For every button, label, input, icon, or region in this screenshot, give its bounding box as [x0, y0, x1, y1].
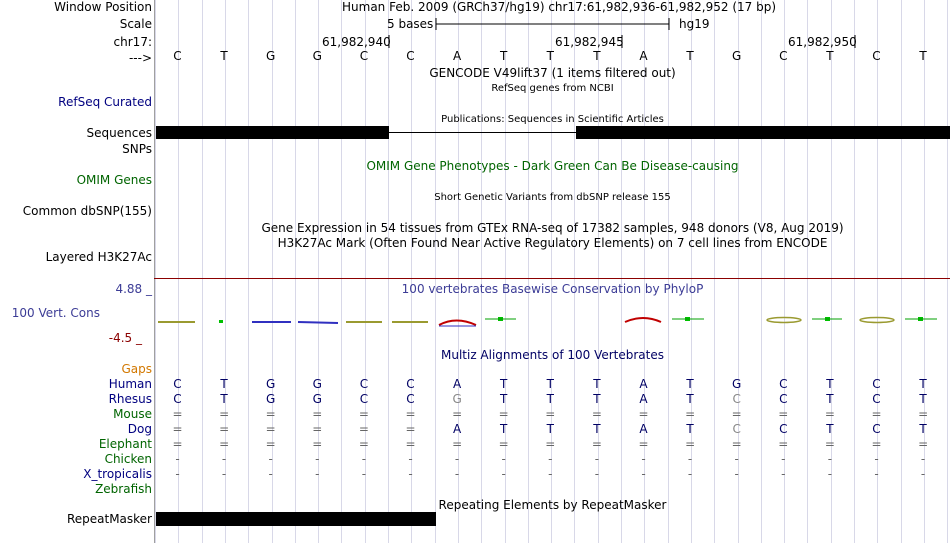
alignment-base: -	[361, 452, 367, 466]
alignment-base: T	[500, 422, 508, 436]
refseq-track-label[interactable]: RefSeq Curated	[58, 95, 152, 109]
alignment-base: G	[312, 392, 322, 406]
h3k27ac-track-label[interactable]: Layered H3K27Ac	[45, 250, 152, 264]
omim-track-title[interactable]: OMIM Gene Phenotypes - Dark Green Can Be Disease-causing	[366, 159, 739, 173]
alignment-base: =	[312, 407, 323, 421]
alignment-base: =	[265, 407, 276, 421]
alignment-base: A	[639, 377, 648, 391]
alignment-base: =	[685, 437, 696, 451]
alignment-base: -	[687, 467, 693, 481]
alignment-base: =	[824, 437, 835, 451]
alignment-base: T	[919, 422, 927, 436]
alignment-base: =	[172, 407, 183, 421]
alignment-base: T	[593, 422, 601, 436]
species-label[interactable]: Mouse	[113, 407, 152, 421]
base-letter: T	[826, 49, 834, 63]
alignment-base: =	[871, 437, 882, 451]
window-position-value[interactable]: Human Feb. 2009 (GRCh37/hg19) chr17:61,982,936-61,982,952 (17 bp)	[342, 0, 777, 14]
base-letter: C	[359, 49, 369, 63]
alignment-base: C	[779, 377, 788, 391]
alignment-base: C	[406, 377, 415, 391]
alignment-base: =	[358, 407, 369, 421]
alignment-base: =	[545, 407, 556, 421]
base-letter: A	[452, 49, 462, 63]
alignment-base: =	[498, 407, 509, 421]
alignment-base: C	[406, 392, 415, 406]
alignment-base: C	[732, 392, 741, 406]
alignment-base: -	[734, 452, 739, 466]
alignment-base: A	[639, 422, 648, 436]
base-letter: C	[779, 49, 788, 63]
alignment-base: -	[454, 467, 460, 481]
alignment-base: -	[594, 452, 600, 466]
alignment-base: =	[219, 407, 230, 421]
gaps-track-label[interactable]: Gaps	[121, 362, 152, 376]
alignment-base: G	[266, 377, 276, 391]
alignment-base: -	[408, 452, 413, 466]
alignment-base: C	[872, 377, 881, 391]
alignment-base: T	[919, 377, 927, 391]
alignment-base: =	[731, 407, 742, 421]
alignment-base: -	[548, 452, 553, 466]
alignment-base: -	[454, 452, 460, 466]
dbsnp-track-label[interactable]: Common dbSNP(155)	[22, 204, 152, 218]
species-label[interactable]: Chicken	[104, 452, 152, 466]
refseq-track-title[interactable]: RefSeq genes from NCBI	[491, 83, 614, 94]
alignment-base: =	[358, 422, 369, 436]
alignment-base: C	[173, 377, 182, 391]
alignment-base: -	[268, 452, 273, 466]
base-letter: T	[500, 49, 508, 63]
alignment-base: T	[546, 392, 554, 406]
alignment-base: =	[685, 407, 696, 421]
scale-assembly: hg19	[679, 17, 710, 31]
alignment-base: -	[315, 467, 320, 481]
base-letter: C	[872, 49, 881, 63]
alignment-base: =	[358, 437, 369, 451]
alignment-base: -	[920, 467, 926, 481]
alignment-base: =	[405, 407, 416, 421]
alignment-base: -	[175, 452, 180, 466]
alignment-base: G	[266, 392, 276, 406]
alignment-base: T	[546, 422, 554, 436]
alignment-base: =	[918, 407, 929, 421]
base-letter: T	[919, 49, 927, 63]
alignment-base: -	[641, 467, 646, 481]
alignment-base: =	[498, 437, 509, 451]
base-letter: T	[220, 49, 228, 63]
alignment-base: =	[591, 437, 602, 451]
alignment-base: T	[919, 392, 927, 406]
chrom-label: chr17:	[113, 35, 152, 49]
repeatmasker-feature[interactable]	[156, 512, 436, 526]
alignment-base: =	[824, 407, 835, 421]
alignment-base: -	[874, 467, 879, 481]
alignment-base: =	[312, 437, 323, 451]
gtex-track-title[interactable]: Gene Expression in 54 tissues from GTEx RNA-seq of 17382 samples, 948 donors (V8, Aug 2019)	[261, 221, 844, 235]
alignment-base: -	[268, 467, 273, 481]
base-letter: C	[406, 49, 415, 63]
dbsnp-track-title[interactable]: Short Genetic Variants from dbSNP release 155	[434, 192, 671, 203]
alignment-base: =	[591, 407, 602, 421]
base-letter: C	[173, 49, 182, 63]
base-letter: G	[732, 49, 742, 63]
phylop-track-label[interactable]: 100 Vert. Cons	[11, 306, 100, 320]
alignment-base: T	[220, 392, 228, 406]
alignment-base: =	[731, 437, 742, 451]
alignment-base: -	[408, 467, 413, 481]
alignment-base: =	[638, 437, 649, 451]
base-letter: G	[266, 49, 276, 63]
alignment-base: G	[732, 377, 742, 391]
alignment-base: C	[359, 377, 369, 391]
alignment-base: =	[172, 422, 183, 436]
alignment-base: A	[639, 392, 648, 406]
alignment-base: C	[872, 422, 881, 436]
alignment-base: T	[593, 392, 601, 406]
alignment-base: T	[500, 392, 508, 406]
scale-label: Scale	[119, 17, 152, 31]
alignment-base: A	[452, 377, 462, 391]
alignment-base: =	[219, 422, 230, 436]
scale-text: 5 bases	[387, 17, 434, 31]
alignment-base: -	[920, 452, 926, 466]
alignment-base: =	[452, 407, 463, 421]
alignment-base: -	[501, 452, 506, 466]
base-letter: T	[593, 49, 601, 63]
repeatmasker-track-title[interactable]: Repeating Elements by RepeatMasker	[438, 498, 667, 512]
alignment-base: C	[872, 392, 881, 406]
strand-arrow-label[interactable]: --->	[128, 51, 152, 65]
alignment-base: G	[452, 392, 462, 406]
coord-label: 61,982,940	[322, 35, 391, 49]
alignment-base: -	[501, 467, 506, 481]
phylop-max-label: 4.88 _	[115, 282, 152, 296]
base-letter: G	[312, 49, 322, 63]
alignment-base: C	[779, 392, 788, 406]
alignment-base: -	[315, 452, 320, 466]
alignment-base: =	[452, 437, 463, 451]
alignment-base: =	[405, 437, 416, 451]
alignment-base: T	[686, 422, 694, 436]
h3k27ac-track-title[interactable]: H3K27Ac Mark (Often Found Near Active Regulatory Elements) on 7 cell lines from ENCODE	[277, 236, 828, 250]
alignment-base: -	[641, 452, 646, 466]
alignment-base: -	[874, 452, 879, 466]
alignment-base: C	[779, 422, 788, 436]
base-letter: T	[686, 49, 694, 63]
species-label[interactable]: Elephant	[98, 437, 152, 451]
alignment-base: -	[221, 452, 227, 466]
gencode-track-title[interactable]: GENCODE V49lift37 (1 items filtered out)	[429, 66, 676, 80]
alignment-base: T	[546, 377, 554, 391]
phylop-track-title[interactable]: 100 vertebrates Basewise Conservation by PhyloP	[401, 282, 704, 296]
snps-track-label[interactable]: SNPs	[122, 142, 152, 156]
phylop-min-label: -4.5 _	[108, 331, 142, 345]
alignment-base: =	[638, 407, 649, 421]
base-letter: T	[546, 49, 554, 63]
alignment-base: =	[405, 422, 416, 436]
coord-label: 61,982,945	[555, 35, 624, 49]
alignment-base: -	[827, 452, 833, 466]
alignment-base: =	[871, 407, 882, 421]
sequences-track-label[interactable]: Sequences	[86, 126, 152, 140]
alignment-base: =	[918, 437, 929, 451]
publications-track-title[interactable]: Publications: Sequences in Scientific Articles	[441, 114, 664, 125]
repeatmasker-track-label[interactable]: RepeatMasker	[66, 512, 152, 526]
alignment-base: -	[175, 467, 180, 481]
alignment-base: -	[361, 467, 367, 481]
alignment-base: -	[781, 452, 786, 466]
species-label[interactable]: Dog	[127, 422, 152, 436]
alignment-base: -	[734, 467, 739, 481]
multiz-track-title[interactable]: Multiz Alignments of 100 Vertebrates	[440, 348, 665, 362]
alignment-base: T	[826, 422, 834, 436]
species-label[interactable]: Human	[108, 377, 152, 391]
alignment-base: =	[265, 422, 276, 436]
omim-track-label[interactable]: OMIM Genes	[76, 173, 152, 187]
alignment-base: =	[219, 437, 230, 451]
alignment-base: A	[452, 422, 462, 436]
alignment-base: C	[359, 392, 369, 406]
alignment-base: -	[221, 467, 227, 481]
window-position-label: Window Position	[54, 0, 152, 14]
alignment-base: =	[172, 437, 183, 451]
species-label[interactable]: X_tropicalis	[83, 467, 152, 481]
alignment-base: -	[594, 467, 600, 481]
alignment-base: =	[778, 437, 789, 451]
alignment-base: =	[545, 437, 556, 451]
alignment-base: G	[312, 377, 322, 391]
alignment-base: -	[548, 467, 553, 481]
alignment-base: -	[827, 467, 833, 481]
species-label[interactable]: Rhesus	[108, 392, 152, 406]
alignment-base: =	[312, 422, 323, 436]
alignment-base: =	[778, 407, 789, 421]
coord-label: 61,982,950	[788, 35, 857, 49]
alignment-base: -	[687, 452, 693, 466]
alignment-base: T	[220, 377, 228, 391]
alignment-base: T	[593, 377, 601, 391]
alignment-base: T	[826, 392, 834, 406]
species-label[interactable]: Zebrafish	[95, 482, 152, 496]
alignment-base: C	[732, 422, 741, 436]
alignment-base: C	[173, 392, 182, 406]
alignment-base: -	[781, 467, 786, 481]
alignment-base: T	[826, 377, 834, 391]
alignment-base: T	[500, 377, 508, 391]
alignment-base: =	[265, 437, 276, 451]
alignment-base: T	[686, 392, 694, 406]
base-letter: A	[639, 49, 648, 63]
alignment-base: T	[686, 377, 694, 391]
